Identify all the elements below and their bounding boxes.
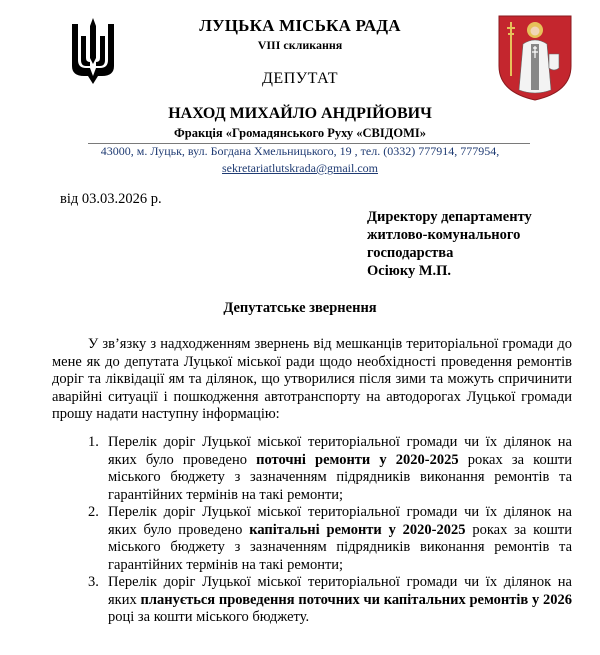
- email-link[interactable]: sekretariatlutskrada@gmail.com: [222, 161, 378, 175]
- list-item: [52, 574, 572, 627]
- list-item-text: Перелік доріг Луцької міської територіальної громади чи їх ділянок на яких було проведено: [108, 434, 572, 468]
- deputy-label: ДЕПУТАТ: [262, 70, 338, 87]
- list-item-text: Перелік доріг Луцької міської територіальної громади чи їх ділянок на яких було проведено: [108, 504, 572, 538]
- list-item-bold: поточні ремонти у 2020-2025: [256, 451, 459, 468]
- intro-paragraph: [52, 336, 572, 424]
- list-item-text: Перелік доріг Луцької міської територіальної громади чи їх ділянок на яких: [108, 574, 572, 608]
- list-item-number: 1.: [88, 434, 99, 450]
- request-list: [52, 434, 572, 627]
- recipient-line: Осіюку М.П.: [367, 263, 452, 279]
- list-item-bold: капітальні ремонти у 2020-2025: [249, 521, 466, 538]
- list-item-text: роках за кошти міського бюджету з зазначенням підрядників виконання ремонтів та гарантійних термінів на такі ремонти;: [108, 451, 572, 503]
- list-item-bold: планується проведення поточних чи капітальних ремонтів у 2026: [140, 591, 572, 608]
- list-item-text: роках за кошти міського бюджету з зазначенням підрядників виконання ремонтів та гарантійних термінів на такі ремонти;: [108, 521, 572, 573]
- council-name: ЛУЦЬКА МІСЬКА РАДА: [199, 16, 401, 35]
- address: 43000, м. Луцьк, вул. Богдана Хмельницького, 19 , тел. (0332) 777914, 777954,: [100, 144, 500, 158]
- intro-text: У зв’язку з надходженням звернень від мешканців територіальної громади до мене як до депутата Луцької міської ради щодо необхідності проведення ремонтів доріг та ліквідації ям та ділянок, що утворилися після зими та можуть спричинити аварійні ситуації і пошкодження автотранспорту на автодорогах Луцької громади прошу надати наступну інформацію:: [52, 336, 572, 422]
- list-item: [52, 434, 572, 504]
- letter-date: від 03.03.2026 р.: [60, 191, 162, 207]
- convocation: VIII скликання: [257, 38, 343, 52]
- list-item-text: році за кошти міського бюджету.: [108, 609, 310, 625]
- list-item-number: 3.: [88, 574, 99, 590]
- recipient-line: господарства: [367, 245, 454, 261]
- recipient-line: Директору департаменту: [367, 209, 532, 225]
- deputy-name: НАХОД МИХАЙЛО АНДРІЙОВИЧ: [168, 105, 432, 122]
- faction: Фракція «Громадянського Руху «СВІДОМІ»: [174, 126, 426, 140]
- letter-title: Депутатське звернення: [223, 300, 377, 316]
- list-item-number: 2.: [88, 504, 99, 520]
- list-item: [52, 504, 572, 574]
- recipient-line: житлово-комунального: [367, 227, 521, 243]
- recipient-block: [367, 208, 532, 280]
